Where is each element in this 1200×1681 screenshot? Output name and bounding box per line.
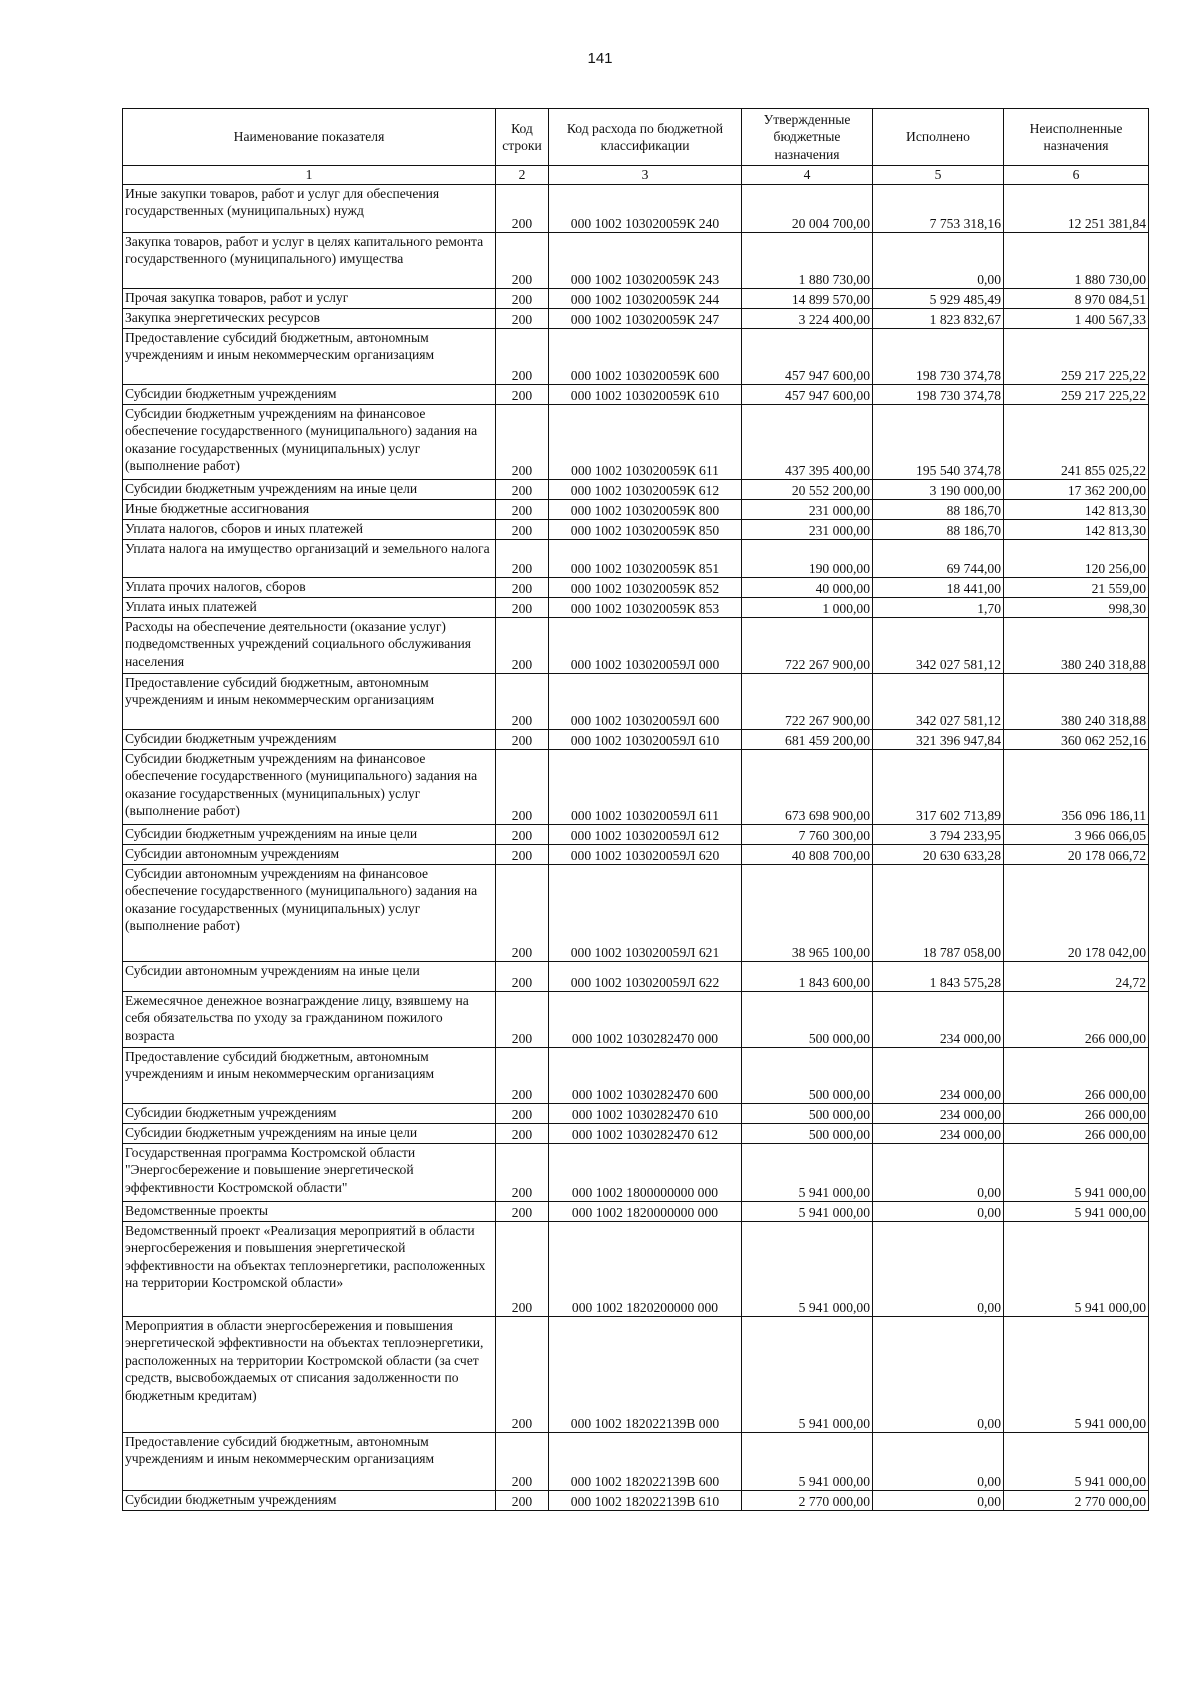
table-row bbox=[123, 674, 1149, 730]
row-line-code: 200 bbox=[496, 618, 549, 674]
header-budget-classification-code: Код расхода по бюджетной классификации bbox=[549, 109, 742, 166]
row-name: Субсидии бюджетным учреждениям на финансовое обеспечение государственного (муниципального) задания на оказание государственных (муниципальных) услуг (выполнение работ) bbox=[123, 405, 496, 480]
row-name: Субсидии бюджетным учреждениям bbox=[123, 1491, 496, 1511]
row-name: Закупка энергетических ресурсов bbox=[123, 309, 496, 329]
row-executed: 0,00 bbox=[873, 1144, 1004, 1202]
table-row bbox=[123, 1144, 1149, 1202]
row-name: Расходы на обеспечение деятельности (оказание услуг) подведомственных учреждений социального обслуживания населения bbox=[123, 618, 496, 674]
row-budget-code: 000 1002 1820200000 000 bbox=[549, 1222, 742, 1317]
row-line-code: 200 bbox=[496, 185, 549, 233]
row-unexecuted: 259 217 225,22 bbox=[1004, 385, 1149, 405]
row-executed: 0,00 bbox=[873, 1317, 1004, 1433]
row-line-code: 200 bbox=[496, 865, 549, 962]
row-budget-code: 000 1002 103020059К 610 bbox=[549, 385, 742, 405]
row-executed: 317 602 713,89 bbox=[873, 750, 1004, 825]
row-line-code: 200 bbox=[496, 385, 549, 405]
row-approved: 500 000,00 bbox=[742, 1124, 873, 1144]
table-row bbox=[123, 233, 1149, 289]
column-number: 5 bbox=[873, 166, 1004, 185]
table-row bbox=[123, 578, 1149, 598]
row-unexecuted: 266 000,00 bbox=[1004, 992, 1149, 1048]
row-name: Ведомственный проект «Реализация мероприятий в области энергосбережения и повышения энергетической эффективности на объектах теплоэнергетики, расположенных на территории Костромской области» bbox=[123, 1222, 496, 1317]
table-row bbox=[123, 825, 1149, 845]
row-budget-code: 000 1002 1030282470 000 bbox=[549, 992, 742, 1048]
row-name: Субсидии бюджетным учреждениям bbox=[123, 1104, 496, 1124]
row-approved: 1 000,00 bbox=[742, 598, 873, 618]
table-row bbox=[123, 992, 1149, 1048]
row-budget-code: 000 1002 1030282470 600 bbox=[549, 1048, 742, 1104]
row-unexecuted: 120 256,00 bbox=[1004, 540, 1149, 578]
row-line-code: 200 bbox=[496, 1048, 549, 1104]
page-number: 141 bbox=[587, 50, 613, 67]
table-header bbox=[123, 109, 1149, 166]
table-row bbox=[123, 405, 1149, 480]
row-budget-code: 000 1002 103020059Л 621 bbox=[549, 865, 742, 962]
row-executed: 18 787 058,00 bbox=[873, 865, 1004, 962]
row-executed: 234 000,00 bbox=[873, 1104, 1004, 1124]
row-approved: 190 000,00 bbox=[742, 540, 873, 578]
header-approved: Утвержденные бюджетные назначения bbox=[742, 109, 873, 166]
row-unexecuted: 380 240 318,88 bbox=[1004, 618, 1149, 674]
row-executed: 0,00 bbox=[873, 1202, 1004, 1222]
row-executed: 0,00 bbox=[873, 1433, 1004, 1491]
row-executed: 0,00 bbox=[873, 1491, 1004, 1511]
row-line-code: 200 bbox=[496, 1202, 549, 1222]
row-approved: 673 698 900,00 bbox=[742, 750, 873, 825]
row-name: Ежемесячное денежное вознаграждение лицу, взявшему на себя обязательства по уходу за гражданином пожилого возраста bbox=[123, 992, 496, 1048]
row-unexecuted: 17 362 200,00 bbox=[1004, 480, 1149, 500]
row-executed: 195 540 374,78 bbox=[873, 405, 1004, 480]
table-row bbox=[123, 309, 1149, 329]
row-approved: 722 267 900,00 bbox=[742, 618, 873, 674]
row-line-code: 200 bbox=[496, 1222, 549, 1317]
row-name: Уплата иных платежей bbox=[123, 598, 496, 618]
row-line-code: 200 bbox=[496, 329, 549, 385]
row-approved: 231 000,00 bbox=[742, 520, 873, 540]
table-row bbox=[123, 480, 1149, 500]
row-approved: 20 552 200,00 bbox=[742, 480, 873, 500]
row-approved: 5 941 000,00 bbox=[742, 1144, 873, 1202]
row-unexecuted: 266 000,00 bbox=[1004, 1104, 1149, 1124]
column-number: 3 bbox=[549, 166, 742, 185]
table-row bbox=[123, 329, 1149, 385]
row-budget-code: 000 1002 103020059К 611 bbox=[549, 405, 742, 480]
row-executed: 342 027 581,12 bbox=[873, 674, 1004, 730]
row-line-code: 200 bbox=[496, 730, 549, 750]
row-budget-code: 000 1002 103020059К 852 bbox=[549, 578, 742, 598]
row-name: Предоставление субсидий бюджетным, автономным учреждениям и иным некоммерческим организациям bbox=[123, 674, 496, 730]
row-unexecuted: 3 966 066,05 bbox=[1004, 825, 1149, 845]
row-approved: 5 941 000,00 bbox=[742, 1202, 873, 1222]
row-executed: 0,00 bbox=[873, 233, 1004, 289]
header-executed: Исполнено bbox=[873, 109, 1004, 166]
row-unexecuted: 5 941 000,00 bbox=[1004, 1317, 1149, 1433]
table-row bbox=[123, 1104, 1149, 1124]
column-number: 4 bbox=[742, 166, 873, 185]
row-budget-code: 000 1002 1030282470 612 bbox=[549, 1124, 742, 1144]
column-number: 6 bbox=[1004, 166, 1149, 185]
row-name: Субсидии автономным учреждениям bbox=[123, 845, 496, 865]
budget-execution-table bbox=[122, 108, 1149, 1511]
table-body bbox=[123, 166, 1149, 1511]
row-name: Уплата прочих налогов, сборов bbox=[123, 578, 496, 598]
row-line-code: 200 bbox=[496, 962, 549, 992]
row-executed: 234 000,00 bbox=[873, 1124, 1004, 1144]
row-budget-code: 000 1002 1800000000 000 bbox=[549, 1144, 742, 1202]
table-row bbox=[123, 1491, 1149, 1511]
row-line-code: 200 bbox=[496, 480, 549, 500]
row-approved: 457 947 600,00 bbox=[742, 329, 873, 385]
row-budget-code: 000 1002 103020059Л 620 bbox=[549, 845, 742, 865]
row-approved: 457 947 600,00 bbox=[742, 385, 873, 405]
row-unexecuted: 5 941 000,00 bbox=[1004, 1144, 1149, 1202]
row-executed: 198 730 374,78 bbox=[873, 385, 1004, 405]
row-unexecuted: 266 000,00 bbox=[1004, 1048, 1149, 1104]
row-approved: 437 395 400,00 bbox=[742, 405, 873, 480]
row-executed: 3 794 233,95 bbox=[873, 825, 1004, 845]
row-executed: 5 929 485,49 bbox=[873, 289, 1004, 309]
row-budget-code: 000 1002 103020059К 851 bbox=[549, 540, 742, 578]
row-approved: 5 941 000,00 bbox=[742, 1433, 873, 1491]
row-executed: 1,70 bbox=[873, 598, 1004, 618]
row-line-code: 200 bbox=[496, 992, 549, 1048]
row-line-code: 200 bbox=[496, 233, 549, 289]
row-approved: 500 000,00 bbox=[742, 992, 873, 1048]
column-number: 1 bbox=[123, 166, 496, 185]
row-approved: 40 000,00 bbox=[742, 578, 873, 598]
row-name: Субсидии бюджетным учреждениям на финансовое обеспечение государственного (муниципального) задания на оказание государственных (муниципальных) услуг (выполнение работ) bbox=[123, 750, 496, 825]
row-line-code: 200 bbox=[496, 289, 549, 309]
table-row bbox=[123, 1202, 1149, 1222]
row-unexecuted: 2 770 000,00 bbox=[1004, 1491, 1149, 1511]
row-budget-code: 000 1002 103020059Л 600 bbox=[549, 674, 742, 730]
column-number-row bbox=[123, 166, 1149, 185]
row-line-code: 200 bbox=[496, 540, 549, 578]
row-budget-code: 000 1002 182022139В 600 bbox=[549, 1433, 742, 1491]
row-budget-code: 000 1002 103020059К 600 bbox=[549, 329, 742, 385]
row-unexecuted: 998,30 bbox=[1004, 598, 1149, 618]
row-unexecuted: 259 217 225,22 bbox=[1004, 329, 1149, 385]
row-line-code: 200 bbox=[496, 1317, 549, 1433]
row-line-code: 200 bbox=[496, 1144, 549, 1202]
row-budget-code: 000 1002 1820000000 000 bbox=[549, 1202, 742, 1222]
row-executed: 1 823 832,67 bbox=[873, 309, 1004, 329]
row-approved: 500 000,00 bbox=[742, 1048, 873, 1104]
row-name: Иные бюджетные ассигнования bbox=[123, 500, 496, 520]
row-name: Субсидии автономным учреждениям на иные цели bbox=[123, 962, 496, 992]
row-name: Субсидии автономным учреждениям на финансовое обеспечение государственного (муниципального) задания на оказание государственных (муниципальных) услуг (выполнение работ) bbox=[123, 865, 496, 962]
table-row bbox=[123, 185, 1149, 233]
row-budget-code: 000 1002 182022139В 610 bbox=[549, 1491, 742, 1511]
header-unexecuted: Неисполненные назначения bbox=[1004, 109, 1149, 166]
row-approved: 5 941 000,00 bbox=[742, 1222, 873, 1317]
row-line-code: 200 bbox=[496, 845, 549, 865]
row-budget-code: 000 1002 103020059Л 610 bbox=[549, 730, 742, 750]
row-executed: 20 630 633,28 bbox=[873, 845, 1004, 865]
row-unexecuted: 1 400 567,33 bbox=[1004, 309, 1149, 329]
row-line-code: 200 bbox=[496, 520, 549, 540]
table-row bbox=[123, 520, 1149, 540]
row-budget-code: 000 1002 103020059Л 611 bbox=[549, 750, 742, 825]
row-name: Уплата налогов, сборов и иных платежей bbox=[123, 520, 496, 540]
row-unexecuted: 20 178 042,00 bbox=[1004, 865, 1149, 962]
row-name: Субсидии бюджетным учреждениям bbox=[123, 730, 496, 750]
row-budget-code: 000 1002 103020059Л 612 bbox=[549, 825, 742, 845]
row-name: Предоставление субсидий бюджетным, автономным учреждениям и иным некоммерческим организациям bbox=[123, 1048, 496, 1104]
table-row bbox=[123, 540, 1149, 578]
row-approved: 40 808 700,00 bbox=[742, 845, 873, 865]
row-name: Государственная программа Костромской области "Энергосбережение и повышение энергетической эффективности Костромской области" bbox=[123, 1144, 496, 1202]
header-indicator-name: Наименование показателя bbox=[123, 109, 496, 166]
row-line-code: 200 bbox=[496, 598, 549, 618]
row-unexecuted: 12 251 381,84 bbox=[1004, 185, 1149, 233]
row-unexecuted: 360 062 252,16 bbox=[1004, 730, 1149, 750]
row-budget-code: 000 1002 103020059К 850 bbox=[549, 520, 742, 540]
table-row bbox=[123, 865, 1149, 962]
row-approved: 2 770 000,00 bbox=[742, 1491, 873, 1511]
row-executed: 88 186,70 bbox=[873, 520, 1004, 540]
row-unexecuted: 5 941 000,00 bbox=[1004, 1202, 1149, 1222]
row-unexecuted: 380 240 318,88 bbox=[1004, 674, 1149, 730]
row-executed: 234 000,00 bbox=[873, 992, 1004, 1048]
row-executed: 7 753 318,16 bbox=[873, 185, 1004, 233]
row-executed: 18 441,00 bbox=[873, 578, 1004, 598]
table-row bbox=[123, 1048, 1149, 1104]
row-unexecuted: 5 941 000,00 bbox=[1004, 1222, 1149, 1317]
row-unexecuted: 1 880 730,00 bbox=[1004, 233, 1149, 289]
row-name: Субсидии бюджетным учреждениям на иные цели bbox=[123, 480, 496, 500]
row-budget-code: 000 1002 103020059К 612 bbox=[549, 480, 742, 500]
row-executed: 198 730 374,78 bbox=[873, 329, 1004, 385]
row-line-code: 200 bbox=[496, 1124, 549, 1144]
row-executed: 234 000,00 bbox=[873, 1048, 1004, 1104]
header-row bbox=[123, 109, 1149, 166]
row-executed: 3 190 000,00 bbox=[873, 480, 1004, 500]
table-row bbox=[123, 598, 1149, 618]
row-name: Ведомственные проекты bbox=[123, 1202, 496, 1222]
row-budget-code: 000 1002 103020059К 800 bbox=[549, 500, 742, 520]
row-executed: 69 744,00 bbox=[873, 540, 1004, 578]
row-budget-code: 000 1002 103020059К 247 bbox=[549, 309, 742, 329]
row-approved: 38 965 100,00 bbox=[742, 865, 873, 962]
table-row bbox=[123, 845, 1149, 865]
table-row bbox=[123, 962, 1149, 992]
row-name: Предоставление субсидий бюджетным, автономным учреждениям и иным некоммерческим организациям bbox=[123, 1433, 496, 1491]
column-number: 2 bbox=[496, 166, 549, 185]
row-name: Мероприятия в области энергосбережения и повышения энергетической эффективности на объектах теплоэнергетики, расположенных на территории Костромской области (за счет средств, высвобождаемых от списания задолженности по бюджетным кредитам) bbox=[123, 1317, 496, 1433]
table-row bbox=[123, 500, 1149, 520]
row-line-code: 200 bbox=[496, 309, 549, 329]
row-name: Прочая закупка товаров, работ и услуг bbox=[123, 289, 496, 309]
row-budget-code: 000 1002 103020059К 240 bbox=[549, 185, 742, 233]
row-name: Уплата налога на имущество организаций и земельного налога bbox=[123, 540, 496, 578]
row-unexecuted: 142 813,30 bbox=[1004, 520, 1149, 540]
row-line-code: 200 bbox=[496, 405, 549, 480]
row-executed: 1 843 575,28 bbox=[873, 962, 1004, 992]
row-line-code: 200 bbox=[496, 500, 549, 520]
row-unexecuted: 5 941 000,00 bbox=[1004, 1433, 1149, 1491]
row-budget-code: 000 1002 103020059Л 000 bbox=[549, 618, 742, 674]
row-budget-code: 000 1002 182022139В 000 bbox=[549, 1317, 742, 1433]
row-name: Субсидии бюджетным учреждениям на иные цели bbox=[123, 1124, 496, 1144]
row-line-code: 200 bbox=[496, 1104, 549, 1124]
row-approved: 20 004 700,00 bbox=[742, 185, 873, 233]
table-row bbox=[123, 618, 1149, 674]
row-budget-code: 000 1002 103020059К 244 bbox=[549, 289, 742, 309]
row-line-code: 200 bbox=[496, 674, 549, 730]
table-row bbox=[123, 385, 1149, 405]
row-approved: 1 880 730,00 bbox=[742, 233, 873, 289]
row-name: Субсидии бюджетным учреждениям на иные цели bbox=[123, 825, 496, 845]
table-row bbox=[123, 1317, 1149, 1433]
row-line-code: 200 bbox=[496, 750, 549, 825]
row-name: Субсидии бюджетным учреждениям bbox=[123, 385, 496, 405]
table-row bbox=[123, 730, 1149, 750]
row-unexecuted: 8 970 084,51 bbox=[1004, 289, 1149, 309]
row-executed: 342 027 581,12 bbox=[873, 618, 1004, 674]
row-unexecuted: 356 096 186,11 bbox=[1004, 750, 1149, 825]
row-name: Предоставление субсидий бюджетным, автономным учреждениям и иным некоммерческим организациям bbox=[123, 329, 496, 385]
row-executed: 0,00 bbox=[873, 1222, 1004, 1317]
row-budget-code: 000 1002 103020059Л 622 bbox=[549, 962, 742, 992]
row-approved: 5 941 000,00 bbox=[742, 1317, 873, 1433]
table-row bbox=[123, 289, 1149, 309]
row-line-code: 200 bbox=[496, 1491, 549, 1511]
row-approved: 722 267 900,00 bbox=[742, 674, 873, 730]
row-unexecuted: 241 855 025,22 bbox=[1004, 405, 1149, 480]
row-line-code: 200 bbox=[496, 578, 549, 598]
row-approved: 231 000,00 bbox=[742, 500, 873, 520]
table-row bbox=[123, 1222, 1149, 1317]
row-approved: 14 899 570,00 bbox=[742, 289, 873, 309]
row-unexecuted: 21 559,00 bbox=[1004, 578, 1149, 598]
row-line-code: 200 bbox=[496, 825, 549, 845]
table-row bbox=[123, 1124, 1149, 1144]
row-approved: 1 843 600,00 bbox=[742, 962, 873, 992]
table-row bbox=[123, 750, 1149, 825]
header-line-code: Код строки bbox=[496, 109, 549, 166]
row-budget-code: 000 1002 103020059К 853 bbox=[549, 598, 742, 618]
row-executed: 321 396 947,84 bbox=[873, 730, 1004, 750]
row-approved: 681 459 200,00 bbox=[742, 730, 873, 750]
row-budget-code: 000 1002 103020059К 243 bbox=[549, 233, 742, 289]
row-unexecuted: 266 000,00 bbox=[1004, 1124, 1149, 1144]
row-name: Иные закупки товаров, работ и услуг для обеспечения государственных (муниципальных) нужд bbox=[123, 185, 496, 233]
row-budget-code: 000 1002 1030282470 610 bbox=[549, 1104, 742, 1124]
row-line-code: 200 bbox=[496, 1433, 549, 1491]
row-unexecuted: 142 813,30 bbox=[1004, 500, 1149, 520]
table-row bbox=[123, 1433, 1149, 1491]
row-name: Закупка товаров, работ и услуг в целях капитального ремонта государственного (муниципального) имущества bbox=[123, 233, 496, 289]
row-executed: 88 186,70 bbox=[873, 500, 1004, 520]
row-approved: 500 000,00 bbox=[742, 1104, 873, 1124]
row-unexecuted: 20 178 066,72 bbox=[1004, 845, 1149, 865]
row-approved: 7 760 300,00 bbox=[742, 825, 873, 845]
row-unexecuted: 24,72 bbox=[1004, 962, 1149, 992]
row-approved: 3 224 400,00 bbox=[742, 309, 873, 329]
